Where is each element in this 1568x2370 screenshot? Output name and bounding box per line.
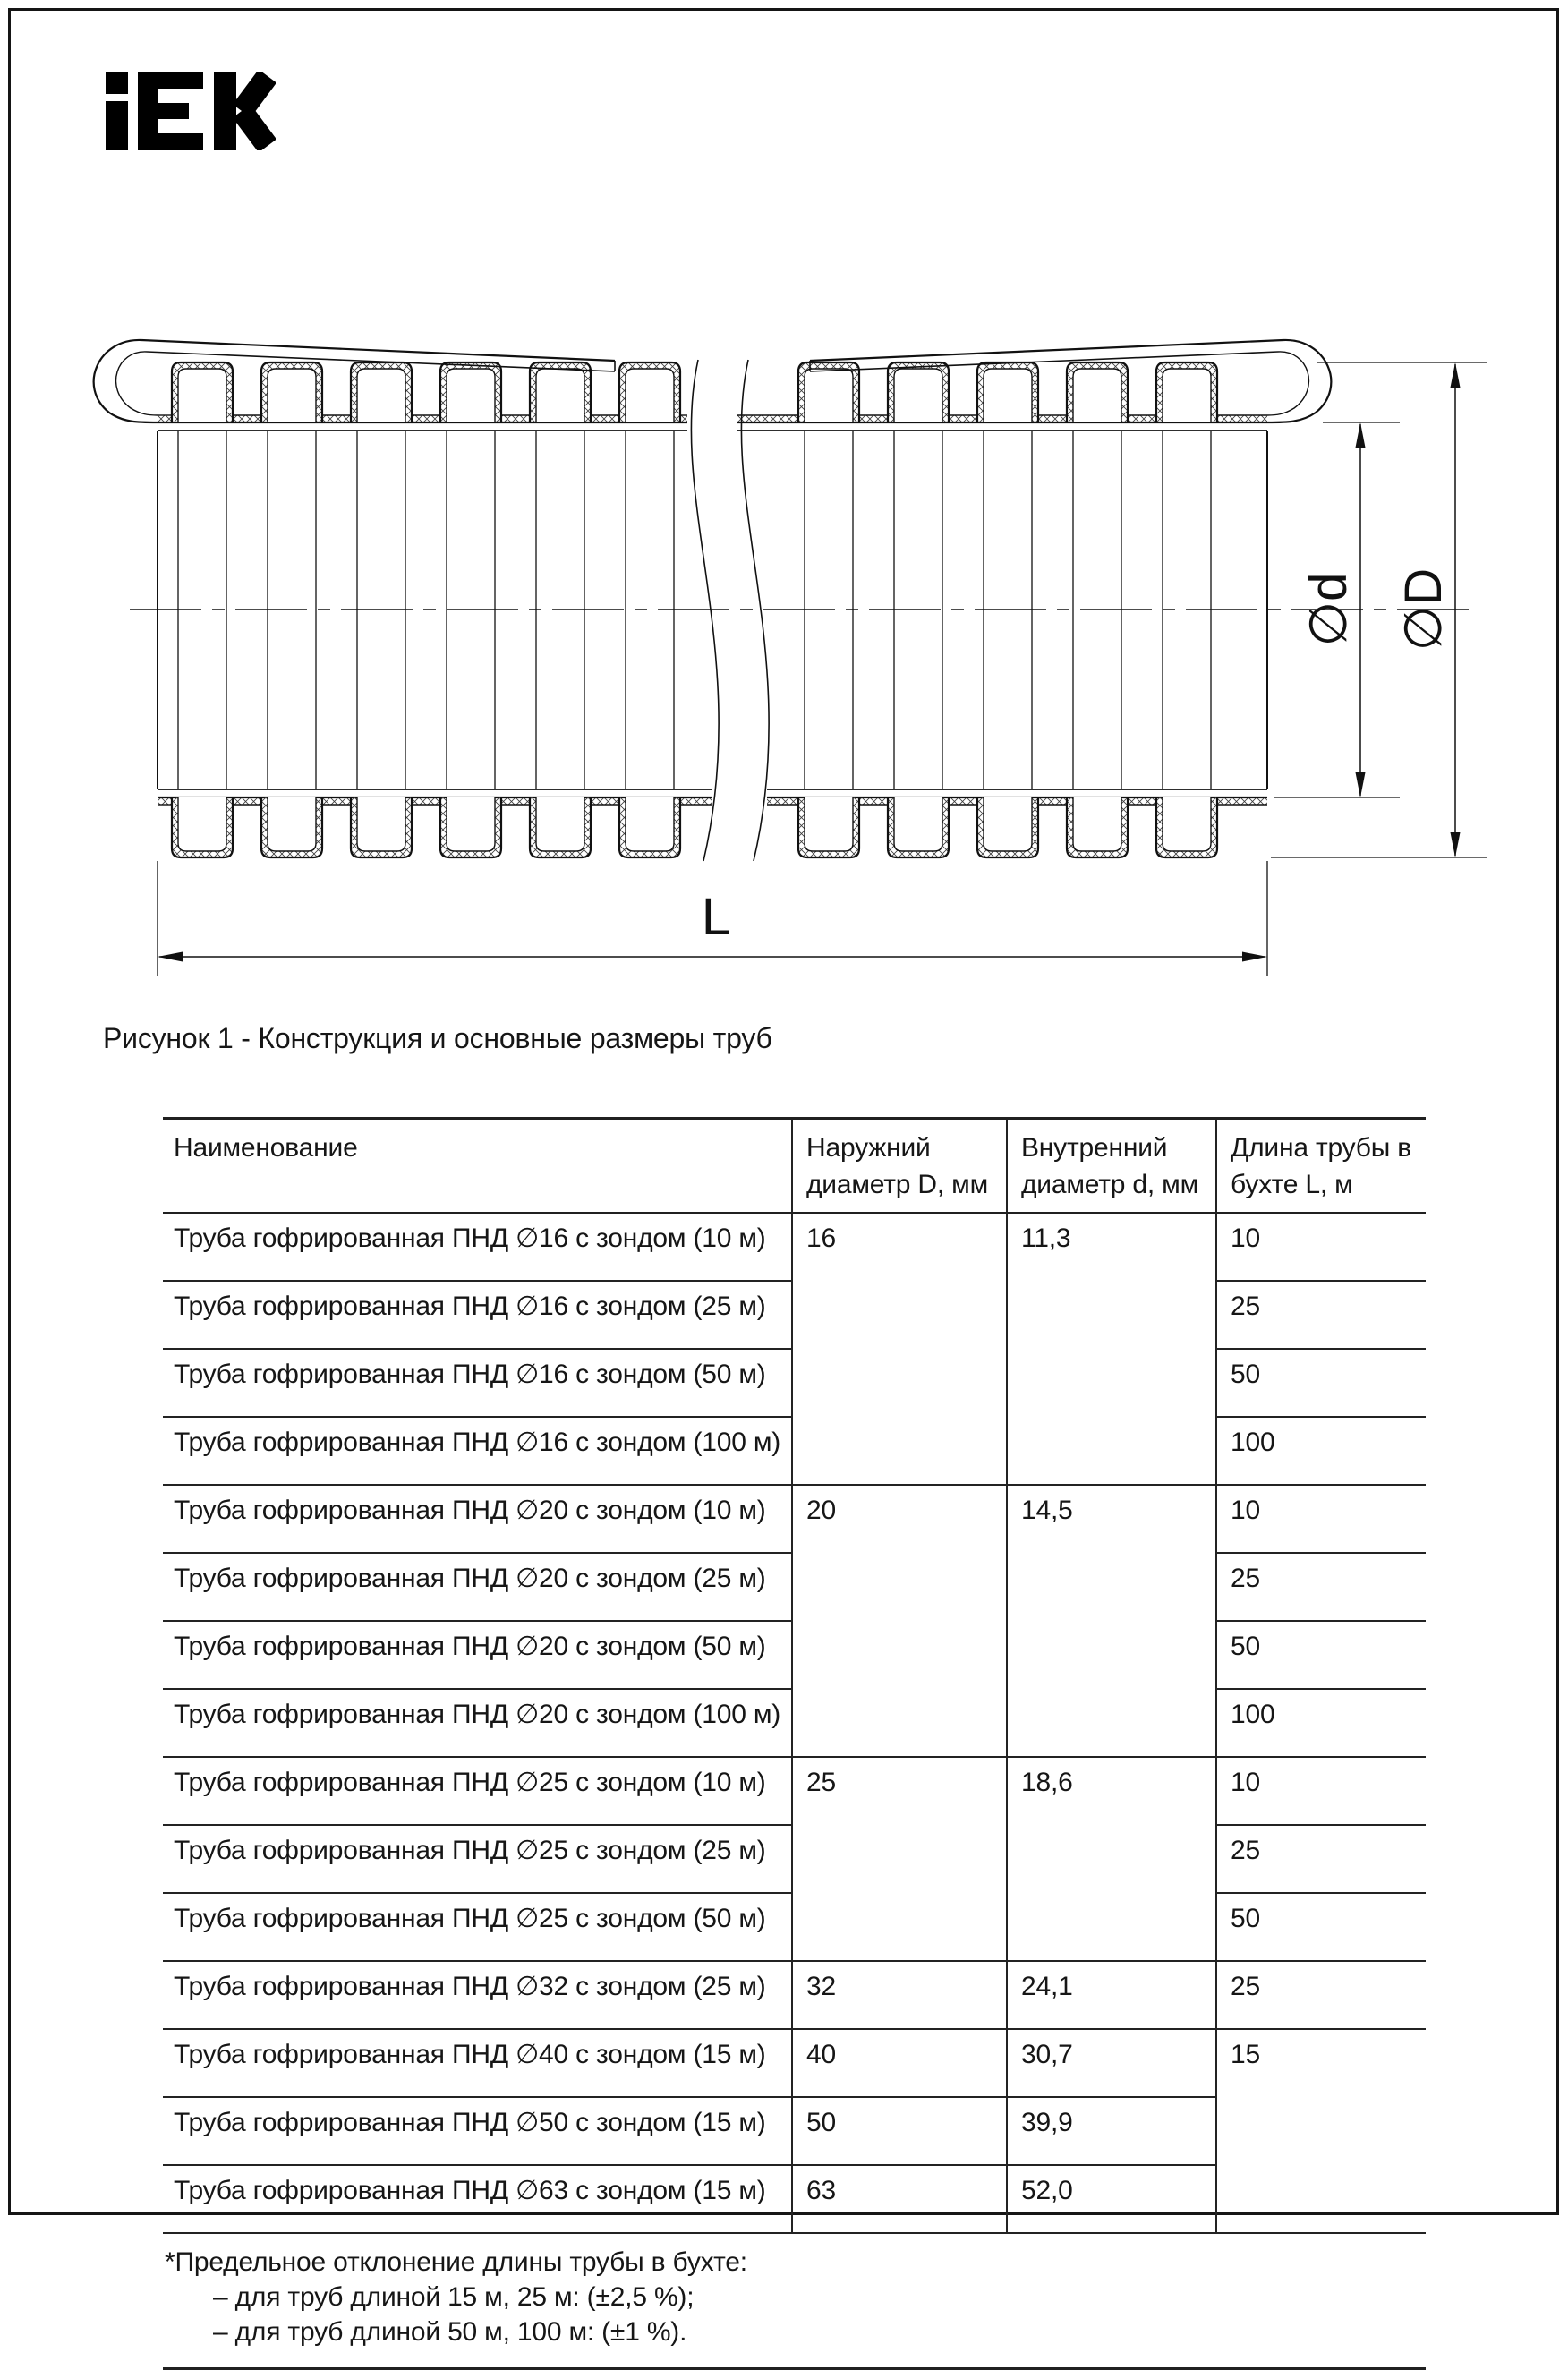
cell-product-name: Труба гофрированная ПНД ∅20 с зондом (50 м) xyxy=(163,1621,792,1689)
cell-inner-diameter: 14,5 xyxy=(1007,1485,1216,1757)
cell-outer-diameter: 32 xyxy=(792,1961,1007,2029)
diagram-geometry xyxy=(94,340,1487,976)
cell-outer-diameter: 25 xyxy=(792,1757,1007,1961)
cell-coil-length: 25 xyxy=(1216,1961,1426,2029)
pipe-table-body xyxy=(163,1213,1426,2233)
cell-coil-length: 10 xyxy=(1216,1757,1426,1825)
cell-inner-diameter: 52,0 xyxy=(1007,2165,1216,2233)
pipe-dimensions-table xyxy=(163,1117,1426,2370)
cell-coil-length: 15 xyxy=(1216,2029,1426,2233)
cell-product-name: Труба гофрированная ПНД ∅50 с зондом (15 м) xyxy=(163,2097,792,2165)
column-header-inner-diameter: Внутренний диаметр d, мм xyxy=(1007,1119,1216,1214)
pipe-construction-diagram xyxy=(0,0,1568,1056)
cell-product-name: Труба гофрированная ПНД ∅16 с зондом (25 м) xyxy=(163,1281,792,1349)
cell-product-name: Труба гофрированная ПНД ∅25 с зондом (25 м) xyxy=(163,1825,792,1893)
cell-product-name: Труба гофрированная ПНД ∅25 с зондом (10 м) xyxy=(163,1757,792,1825)
dim-label-outer-diameter: ∅D xyxy=(1394,567,1453,652)
cell-outer-diameter: 40 xyxy=(792,2029,1007,2097)
cell-outer-diameter: 16 xyxy=(792,1213,1007,1485)
footnote-cell xyxy=(163,2233,1426,2369)
column-header-name: Наименование xyxy=(163,1119,792,1214)
cell-coil-length: 50 xyxy=(1216,1893,1426,1961)
cell-inner-diameter: 24,1 xyxy=(1007,1961,1216,2029)
cell-product-name: Труба гофрированная ПНД ∅20 с зондом (100 м) xyxy=(163,1689,792,1757)
column-header-outer-diameter: Наружний диаметр D, мм xyxy=(792,1119,1007,1214)
footnote-row xyxy=(163,2233,1426,2369)
dim-label-inner-diameter: ∅d xyxy=(1300,572,1358,647)
footnote-line: – для труб длиной 50 м, 100 м: (±1 %). xyxy=(213,2317,687,2347)
cell-product-name: Труба гофрированная ПНД ∅16 с зондом (100 м) xyxy=(163,1417,792,1485)
cell-outer-diameter: 50 xyxy=(792,2097,1007,2165)
table-row xyxy=(163,2029,1426,2097)
cell-product-name: Труба гофрированная ПНД ∅20 с зондом (25 м) xyxy=(163,1553,792,1621)
footnote-line: *Предельное отклонение длины трубы в бухте: xyxy=(165,2247,747,2277)
column-header-coil-length: Длина трубы в бухте L, м xyxy=(1216,1119,1426,1214)
figure-caption: Рисунок 1 - Конструкция и основные размеры труб xyxy=(103,1022,772,1054)
cell-product-name: Труба гофрированная ПНД ∅63 с зондом (15 м) xyxy=(163,2165,792,2233)
cell-inner-diameter: 30,7 xyxy=(1007,2029,1216,2097)
cell-coil-length: 100 xyxy=(1216,1417,1426,1485)
cell-coil-length: 10 xyxy=(1216,1213,1426,1281)
cell-product-name: Труба гофрированная ПНД ∅40 с зондом (15 м) xyxy=(163,2029,792,2097)
header-row xyxy=(163,1119,1426,1214)
cell-product-name: Труба гофрированная ПНД ∅32 с зондом (25 м) xyxy=(163,1961,792,2029)
cell-inner-diameter: 11,3 xyxy=(1007,1213,1216,1485)
cell-coil-length: 25 xyxy=(1216,1553,1426,1621)
table-row xyxy=(163,1961,1426,2029)
cell-coil-length: 100 xyxy=(1216,1689,1426,1757)
pipe-dimensions-table-wrap xyxy=(163,1117,1426,2370)
cell-inner-diameter: 39,9 xyxy=(1007,2097,1216,2165)
cell-product-name: Труба гофрированная ПНД ∅16 с зондом (50 м) xyxy=(163,1349,792,1417)
cell-coil-length: 50 xyxy=(1216,1621,1426,1689)
cell-product-name: Труба гофрированная ПНД ∅25 с зондом (50 м) xyxy=(163,1893,792,1961)
table-row xyxy=(163,1485,1426,1553)
cell-outer-diameter: 20 xyxy=(792,1485,1007,1757)
cell-coil-length: 50 xyxy=(1216,1349,1426,1417)
table-row xyxy=(163,1757,1426,1825)
cell-coil-length: 25 xyxy=(1216,1281,1426,1349)
footnote-line: – для труб длиной 15 м, 25 м: (±2,5 %); xyxy=(213,2282,695,2312)
cell-product-name: Труба гофрированная ПНД ∅16 с зондом (10 м) xyxy=(163,1213,792,1281)
cell-coil-length: 25 xyxy=(1216,1825,1426,1893)
table-row xyxy=(163,1213,1426,1281)
dim-label-length: L xyxy=(701,888,731,946)
cell-coil-length: 10 xyxy=(1216,1485,1426,1553)
cell-inner-diameter: 18,6 xyxy=(1007,1757,1216,1961)
cell-outer-diameter: 63 xyxy=(792,2165,1007,2233)
cell-product-name: Труба гофрированная ПНД ∅20 с зондом (10 м) xyxy=(163,1485,792,1553)
